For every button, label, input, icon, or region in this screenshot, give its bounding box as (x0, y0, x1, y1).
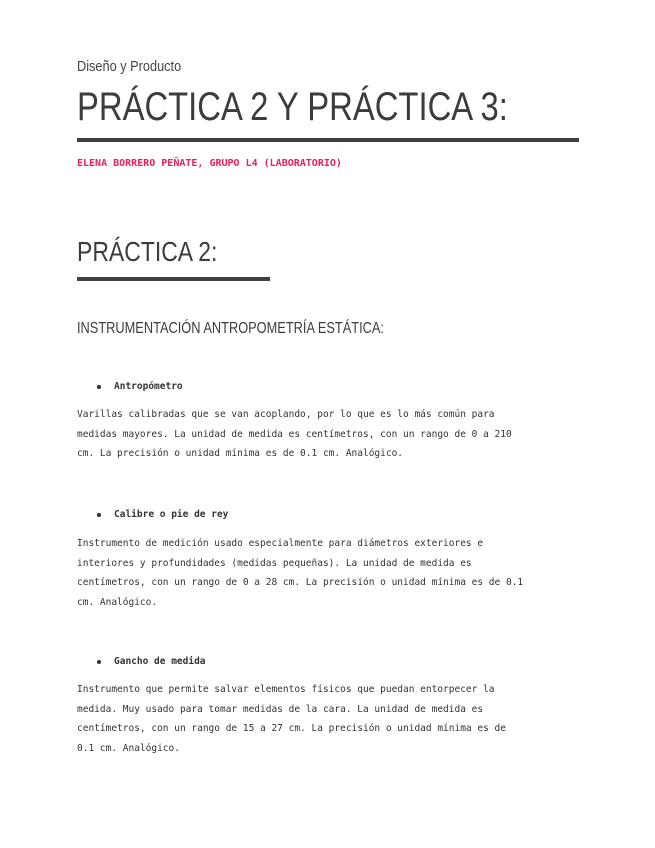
author-line: ELENA BORRERO PEÑATE, GRUPO L4 (LABORATORIO) (77, 158, 342, 169)
subject-label: Diseño y Producto (77, 58, 182, 75)
item-description: Varillas calibradas que se van acoplando, por lo que es lo más común para medidas mayores. La unidad de medida es centímetros, con un rango de 0 a 210 cm. La precisión o unidad mínima es de 0.1 cm. Analógico. (77, 409, 512, 459)
item-name: Gancho de medida (114, 656, 206, 667)
bullet-icon (97, 660, 101, 664)
list-item-heading (97, 509, 228, 520)
section-divider (77, 277, 270, 281)
item-description: Instrumento que permite salvar elementos físicos que puedan entorpecer la medida. Muy usado para tomar medidas de la cara. La unidad de medida es centímetros, con un rango de 15 a 27 cm. La precisión o unidad mínima es de 0.1 cm. Analógico. (77, 684, 506, 754)
bullet-icon (97, 513, 101, 517)
page-title: PRÁCTICA 2 Y PRÁCTICA 3: (77, 85, 508, 129)
bullet-icon (97, 385, 101, 389)
list-item-heading (97, 381, 183, 392)
item-description: Instrumento de medición usado especialmente para diámetros exteriores e interiores y profundidades (medidas pequeñas). La unidad de medida es centímetros, con un rango de 0 a 28 cm. La precisión o unidad mínima es de 0.1 cm. Analógico. (77, 538, 524, 608)
title-divider (77, 138, 579, 142)
item-name: Calibre o pie de rey (114, 509, 229, 520)
list-item-heading (97, 656, 206, 667)
section-title: PRÁCTICA 2: (77, 236, 218, 267)
subsection-title: INSTRUMENTACIÓN ANTROPOMETRÍA ESTÁTICA: (77, 320, 384, 337)
item-name: Antropómetro (114, 381, 183, 392)
